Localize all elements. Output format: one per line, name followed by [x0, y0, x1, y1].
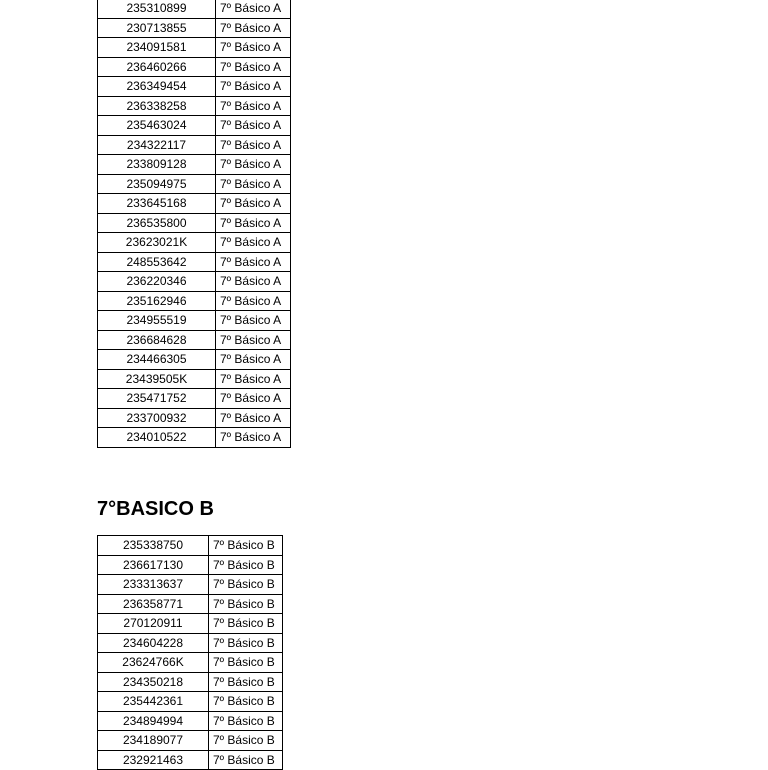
student-id-cell: 234091581: [98, 38, 216, 58]
student-id-cell: 236617130: [98, 555, 209, 575]
grade-cell: 7º Básico A: [216, 369, 291, 389]
student-id-cell: 23624766K: [98, 653, 209, 673]
student-id-cell: 234189077: [98, 731, 209, 751]
grade-cell: 7º Básico A: [216, 77, 291, 97]
table-row: [98, 555, 283, 575]
grade-cell: 7º Básico A: [216, 311, 291, 331]
grade-cell: 7º Básico A: [216, 330, 291, 350]
student-id-cell: 234894994: [98, 711, 209, 731]
roster-table-7a: [97, 0, 291, 448]
student-id-cell: 230713855: [98, 18, 216, 38]
grade-cell: 7º Básico A: [216, 174, 291, 194]
grade-cell: 7º Básico B: [209, 731, 283, 751]
grade-cell: 7º Básico A: [216, 0, 291, 18]
grade-cell: 7º Básico B: [209, 575, 283, 595]
grade-cell: 7º Básico A: [216, 57, 291, 77]
grade-cell: 7º Básico A: [216, 194, 291, 214]
table-row: [98, 369, 291, 389]
table-row: [98, 77, 291, 97]
student-id-cell: 236460266: [98, 57, 216, 77]
student-id-cell: 236684628: [98, 330, 216, 350]
section-heading-7b: 7°BASICO B: [97, 498, 214, 520]
grade-cell: 7º Básico B: [209, 750, 283, 770]
student-id-cell: 23439505K: [98, 369, 216, 389]
table-row: [98, 213, 291, 233]
grade-cell: 7º Básico A: [216, 350, 291, 370]
student-id-cell: 234604228: [98, 633, 209, 653]
table-row: [98, 96, 291, 116]
table-row: [98, 194, 291, 214]
student-id-cell: 248553642: [98, 252, 216, 272]
table-row: [98, 594, 283, 614]
table-row: [98, 750, 283, 770]
grade-cell: 7º Básico A: [216, 408, 291, 428]
grade-cell: 7º Básico A: [216, 116, 291, 136]
table-row: [98, 408, 291, 428]
grade-cell: 7º Básico A: [216, 96, 291, 116]
student-id-cell: 233700932: [98, 408, 216, 428]
student-id-cell: 235463024: [98, 116, 216, 136]
student-id-cell: 235162946: [98, 291, 216, 311]
table-row: [98, 428, 291, 448]
table-row: [98, 536, 283, 556]
table-row: [98, 291, 291, 311]
student-id-cell: 236349454: [98, 77, 216, 97]
grade-cell: 7º Básico B: [209, 633, 283, 653]
table-row: [98, 614, 283, 634]
grade-cell: 7º Básico A: [216, 291, 291, 311]
roster-table-7b: [97, 535, 283, 770]
grade-cell: 7º Básico B: [209, 711, 283, 731]
student-id-cell: 23623021K: [98, 233, 216, 253]
student-id-cell: 236535800: [98, 213, 216, 233]
grade-cell: 7º Básico A: [216, 389, 291, 409]
grade-cell: 7º Básico A: [216, 135, 291, 155]
student-id-cell: 233313637: [98, 575, 209, 595]
student-id-cell: 235442361: [98, 692, 209, 712]
roster-table-7a-body: [98, 0, 291, 447]
grade-cell: 7º Básico A: [216, 233, 291, 253]
grade-cell: 7º Básico B: [209, 594, 283, 614]
student-id-cell: 236338258: [98, 96, 216, 116]
grade-cell: 7º Básico B: [209, 653, 283, 673]
grade-cell: 7º Básico A: [216, 428, 291, 448]
grade-cell: 7º Básico A: [216, 252, 291, 272]
student-id-cell: 234955519: [98, 311, 216, 331]
table-row: [98, 311, 291, 331]
table-row: [98, 711, 283, 731]
student-id-cell: 235310899: [98, 0, 216, 18]
grade-cell: 7º Básico B: [209, 672, 283, 692]
grade-cell: 7º Básico B: [209, 614, 283, 634]
table-row: [98, 575, 283, 595]
table-row: [98, 653, 283, 673]
grade-cell: 7º Básico B: [209, 536, 283, 556]
grade-cell: 7º Básico A: [216, 38, 291, 58]
grade-cell: 7º Básico B: [209, 692, 283, 712]
table-row: [98, 116, 291, 136]
grade-cell: 7º Básico A: [216, 155, 291, 175]
roster-table-7b-body: [98, 536, 283, 770]
table-row: [98, 672, 283, 692]
student-id-cell: 234010522: [98, 428, 216, 448]
table-row: [98, 38, 291, 58]
student-id-cell: 234322117: [98, 135, 216, 155]
student-id-cell: 234466305: [98, 350, 216, 370]
table-row: [98, 233, 291, 253]
student-id-cell: 270120911: [98, 614, 209, 634]
student-id-cell: 236358771: [98, 594, 209, 614]
student-id-cell: 234350218: [98, 672, 209, 692]
table-row: [98, 731, 283, 751]
table-row: [98, 155, 291, 175]
table-row: [98, 633, 283, 653]
grade-cell: 7º Básico A: [216, 18, 291, 38]
table-row: [98, 135, 291, 155]
table-row: [98, 330, 291, 350]
table-row: [98, 0, 291, 18]
student-id-cell: 235338750: [98, 536, 209, 556]
student-id-cell: 233809128: [98, 155, 216, 175]
table-row: [98, 350, 291, 370]
table-row: [98, 389, 291, 409]
grade-cell: 7º Básico A: [216, 272, 291, 292]
table-row: [98, 18, 291, 38]
grade-cell: 7º Básico A: [216, 213, 291, 233]
table-row: [98, 272, 291, 292]
table-row: [98, 692, 283, 712]
student-id-cell: 235471752: [98, 389, 216, 409]
student-id-cell: 235094975: [98, 174, 216, 194]
student-id-cell: 233645168: [98, 194, 216, 214]
table-row: [98, 57, 291, 77]
student-id-cell: 232921463: [98, 750, 209, 770]
table-row: [98, 174, 291, 194]
student-id-cell: 236220346: [98, 272, 216, 292]
grade-cell: 7º Básico B: [209, 555, 283, 575]
table-row: [98, 252, 291, 272]
